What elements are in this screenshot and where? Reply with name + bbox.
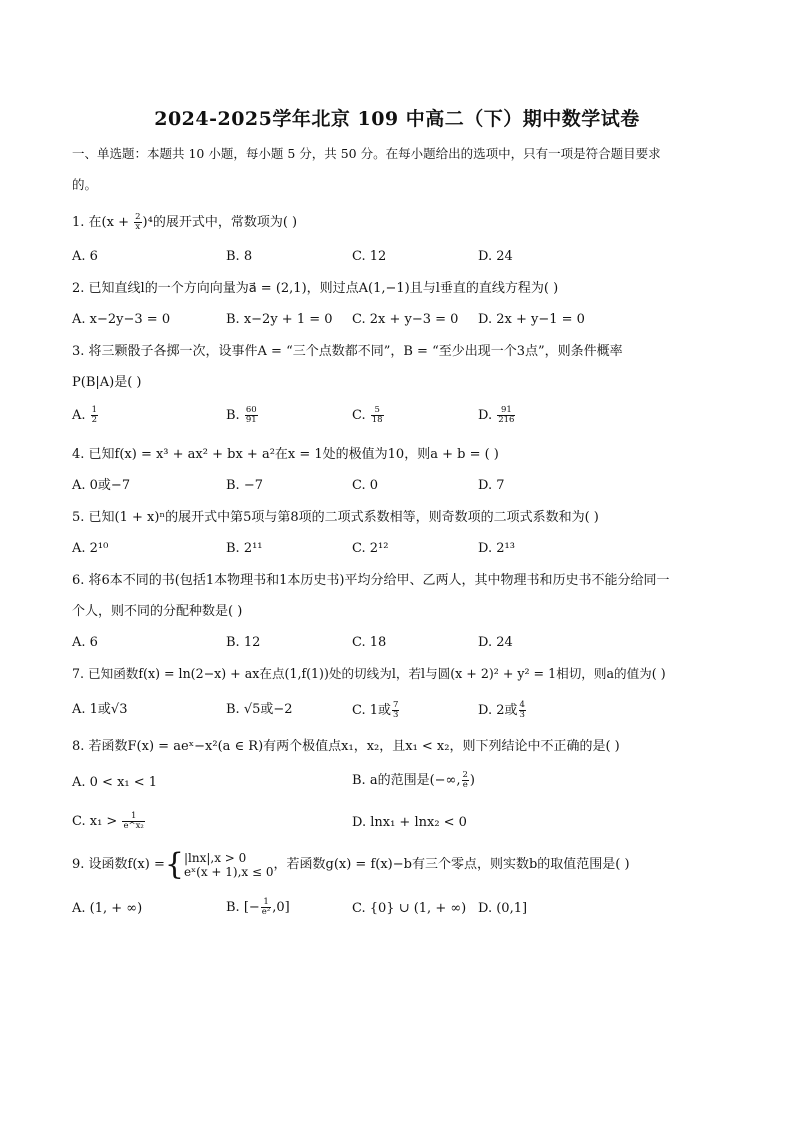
question-2-option-c[interactable]: C. 2x + y−3 = 0 [352,312,459,327]
question-8-option-d[interactable]: D. lnx₁ + lnx₂ < 0 [352,815,467,830]
question-1-option-d[interactable]: D. 24 [478,249,513,264]
question-6-stem-line1: 6. 将6本不同的书(包括1本物理书和1本历史书)平均分给甲、乙两人，其中物理书和历史书不能分给同一 [72,573,670,588]
question-5-stem: 5. 已知(1 + x)ⁿ的展开式中第5项与第8项的二项式系数相等，则奇数项的二项式系数和为( ) [72,510,599,525]
question-9-option-c[interactable]: C. {0} ∪ (1, + ∞) [352,901,467,916]
question-8-option-a[interactable]: A. 0 < x₁ < 1 [72,775,158,790]
question-3-option-a[interactable]: A. $\frac{1}{2}$ [72,405,98,425]
question-3-option-c[interactable]: C. $\frac{5}{18}$ [352,405,383,425]
question-2-option-d[interactable]: D. 2x + y−1 = 0 [478,312,585,327]
question-6-option-a[interactable]: A. 6 [72,635,98,650]
section-instructions-line1: 一、单选题：本题共 10 小题，每小题 5 分，共 50 分。在每小题给出的选项中，只有一项是符合题目要求 [72,146,661,161]
question-5-option-c[interactable]: C. 2¹² [352,541,389,556]
question-9-option-a[interactable]: A. (1, + ∞) [72,901,143,916]
question-5-option-a[interactable]: A. 2¹⁰ [72,541,109,556]
question-1-option-a[interactable]: A. 6 [72,249,98,264]
question-2-option-b[interactable]: B. x−2y + 1 = 0 [226,312,333,327]
question-3-option-b[interactable]: B. $\frac{60}{91}$ [226,405,257,425]
question-6-stem-line2: 个人，则不同的分配种数是( ) [72,604,243,619]
section-instructions-line2: 的。 [72,177,98,192]
fraction: $\frac{5}{18}$ [371,405,383,425]
question-3-stem-line2: P(B|A)是( ) [72,375,142,390]
fraction: $\frac{1}{2}$ [91,405,98,425]
question-9-stem: 9. 设函数f(x) ={ |lnx|,x > 0 eˣ(x + 1),x ≤ 0 ，若函数g(x) = f(x)−b有三个零点，则实数b的取值范围是( ) [72,846,630,882]
question-9-option-d[interactable]: D. (0,1] [478,901,528,916]
fraction: $\frac{7}{3}$ [393,700,399,720]
question-6-option-c[interactable]: C. 18 [352,635,387,650]
question-4-option-d[interactable]: D. 7 [478,478,505,493]
question-4-option-a[interactable]: A. 0或−7 [72,478,131,493]
question-4-option-c[interactable]: C. 0 [352,478,379,493]
question-1-option-c[interactable]: C. 12 [352,249,387,264]
question-3-option-d[interactable]: D. $\frac{91}{216}$ [478,405,515,425]
question-8-stem: 8. 若函数F(x) = aeˣ−x²(a ∈ R)有两个极值点x₁，x₂，且x₁ < x₂，则下列结论中不正确的是( ) [72,739,620,754]
question-1-option-b[interactable]: B. 8 [226,249,253,264]
question-4-option-b[interactable]: B. −7 [226,478,263,493]
question-5-option-d[interactable]: D. 2¹³ [478,541,515,556]
fraction: $\frac{91}{216}$ [498,405,515,425]
left-brace: { [164,846,184,882]
question-7-option-b[interactable]: B. √5或−2 [226,702,293,717]
question-8-option-c[interactable]: C. x₁ > $\frac{1}{\text{e\textasciicircum{}x₂}}$ [72,811,144,831]
question-7-option-a[interactable]: A. 1或√3 [72,702,128,717]
question-5-option-b[interactable]: B. 2¹¹ [226,541,263,556]
fraction: $\frac{4}{3}$ [519,700,525,720]
question-2-option-a[interactable]: A. x−2y−3 = 0 [72,312,171,327]
question-9-option-b[interactable]: B. [− $\frac{1}{\text{e²}}$ ,0] [226,897,290,917]
question-2-stem: 2. 已知直线l的一个方向向量为a⃗ = (2,1)，则过点A(1,−1)且与l垂直的直线方程为( ) [72,281,559,296]
fraction: $\frac{1}{\text{e²}}$ [261,897,271,917]
question-7-option-c[interactable]: C. 1或 $\frac{7}{3}$ [352,700,399,720]
question-7-option-d[interactable]: D. 2或 $\frac{4}{3}$ [478,700,525,720]
question-6-option-b[interactable]: B. 12 [226,635,261,650]
question-4-stem: 4. 已知f(x) = x³ + ax² + bx + a²在x = 1处的极值为10，则a + b = ( ) [72,447,499,462]
fraction: $\frac{1}{\text{e\textasciicircum{}x₂}}$ [123,811,144,831]
piecewise-cases: |lnx|,x > 0 eˣ(x + 1),x ≤ 0 [183,850,274,879]
question-7-stem: 7. 已知函数f(x) = ln(2−x) + ax在点(1,f(1))处的切线为l，若l与圆(x + 2)² + y² = 1相切，则a的值为( ) [72,666,666,681]
exam-title: 2024-2025学年北京 109 中高二（下）期中数学试卷 [154,108,640,130]
fraction: $\frac{60}{91}$ [245,405,257,425]
question-8-option-b[interactable]: B. a的范围是(−∞, $\frac{2}{e}$ ) [352,770,475,790]
question-1-stem: 1. 在(x + $\frac{2}{x}$ )⁴的展开式中，常数项为( ) [72,212,298,232]
fraction: $\frac{2}{e}$ [462,770,468,790]
fraction: $\frac{2}{x}$ [135,212,141,232]
question-6-option-d[interactable]: D. 24 [478,635,513,650]
question-3-stem-line1: 3. 将三颗骰子各掷一次，设事件A = “三个点数都不同”，B = “至少出现一个3点”，则条件概率 [72,344,623,359]
